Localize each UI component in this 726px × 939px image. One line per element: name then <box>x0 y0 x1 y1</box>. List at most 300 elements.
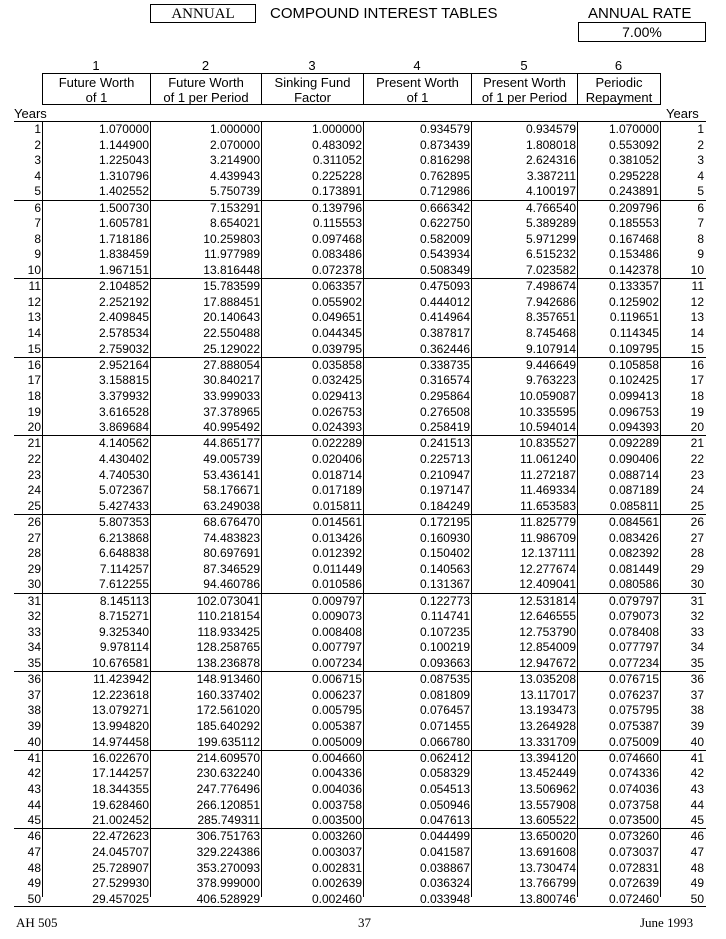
year-cell: 10 <box>27 262 41 277</box>
year-cell-right: 26 <box>690 514 704 529</box>
year-cell-right: 10 <box>690 262 704 277</box>
present-worth-per-period-cell: 12.753790 <box>519 624 576 639</box>
future-worth-per-period-cell: 8.654021 <box>209 216 260 231</box>
table-row <box>14 499 706 515</box>
table-row <box>14 232 706 248</box>
year-cell-right: 31 <box>690 593 704 608</box>
future-worth-per-period-cell: 80.697691 <box>203 546 260 561</box>
year-cell-right: 35 <box>690 655 704 670</box>
present-worth-cell: 0.816298 <box>419 153 470 168</box>
periodic-repayment-cell: 0.133357 <box>608 279 659 294</box>
year-cell: 11 <box>28 279 41 294</box>
table-row <box>14 279 706 295</box>
column-header-line: Present Worth <box>483 75 566 90</box>
year-cell: 20 <box>27 420 41 435</box>
table-row <box>14 577 706 593</box>
periodic-repayment-cell: 0.073260 <box>608 829 659 844</box>
future-worth-per-period-cell: 33.999033 <box>203 388 260 403</box>
present-worth-per-period-cell: 13.506962 <box>519 781 576 796</box>
future-worth-cell: 2.104852 <box>98 279 149 294</box>
table-row <box>14 782 706 798</box>
future-worth-cell: 5.427433 <box>98 498 149 513</box>
future-worth-cell: 6.648838 <box>98 546 149 561</box>
present-worth-per-period-cell: 7.942686 <box>525 294 576 309</box>
periodic-repayment-cell: 0.073500 <box>608 813 659 828</box>
periodic-repayment-cell: 0.109795 <box>608 341 659 356</box>
sinking-fund-cell: 0.003758 <box>311 797 362 812</box>
column-header-line: Repayment <box>585 90 653 105</box>
present-worth-per-period-cell: 13.557908 <box>519 797 576 812</box>
sinking-fund-cell: 0.014561 <box>311 514 362 529</box>
year-cell: 49 <box>27 876 41 891</box>
future-worth-cell: 3.158815 <box>98 373 149 388</box>
future-worth-per-period-cell: 406.528929 <box>196 891 260 906</box>
year-cell-right: 8 <box>697 231 704 246</box>
year-cell-right: 25 <box>690 498 704 513</box>
present-worth-cell: 0.062412 <box>419 750 470 765</box>
row-group <box>14 357 706 436</box>
year-cell-right: 38 <box>690 703 704 718</box>
year-cell-right: 37 <box>690 687 704 702</box>
table-row <box>14 310 706 326</box>
future-worth-per-period-cell: 118.933425 <box>197 624 260 639</box>
future-worth-per-period-cell: 15.783599 <box>203 279 260 294</box>
sinking-fund-cell: 0.035858 <box>311 357 362 372</box>
future-worth-per-period-cell: 13.816448 <box>203 262 260 277</box>
year-cell: 38 <box>27 703 41 718</box>
sinking-fund-cell: 0.097468 <box>311 231 362 246</box>
periodic-repayment-cell: 0.102425 <box>608 373 659 388</box>
table-row <box>14 672 706 688</box>
sinking-fund-cell: 0.006237 <box>311 687 362 702</box>
present-worth-cell: 0.338735 <box>419 357 470 372</box>
future-worth-cell: 22.472623 <box>92 829 149 844</box>
future-worth-cell: 12.223618 <box>92 687 149 702</box>
present-worth-cell: 0.107235 <box>419 624 470 639</box>
present-worth-per-period-cell: 7.023582 <box>525 262 576 277</box>
periodic-repayment-cell: 0.114345 <box>609 325 659 340</box>
future-worth-per-period-cell: 247.776496 <box>196 781 260 796</box>
sinking-fund-cell: 0.015811 <box>312 498 362 513</box>
table-row <box>14 153 706 169</box>
present-worth-per-period-cell: 13.605522 <box>519 813 576 828</box>
periodic-repayment-cell: 0.243891 <box>608 184 659 199</box>
year-cell-right: 40 <box>690 734 704 749</box>
column-header-line: Factor <box>294 90 331 105</box>
future-worth-per-period-cell: 40.995492 <box>203 420 260 435</box>
year-cell-right: 16 <box>690 357 704 372</box>
future-worth-cell: 10.676581 <box>92 655 149 670</box>
future-worth-cell: 19.628460 <box>92 797 149 812</box>
year-cell-right: 13 <box>690 310 704 325</box>
present-worth-per-period-cell: 8.745468 <box>525 325 576 340</box>
table-row <box>14 594 706 610</box>
future-worth-cell: 1.500730 <box>98 200 149 215</box>
present-worth-per-period-cell: 11.469334 <box>520 483 576 498</box>
future-worth-per-period-cell: 110.218154 <box>197 609 260 624</box>
column-header-line: Future Worth <box>58 75 135 90</box>
year-cell-right: 18 <box>690 388 704 403</box>
table-row <box>14 688 706 704</box>
present-worth-per-period-cell: 11.061240 <box>520 451 576 466</box>
periodic-repayment-cell: 0.074660 <box>608 750 659 765</box>
present-worth-cell: 0.582009 <box>419 231 470 246</box>
present-worth-per-period-cell: 8.357651 <box>525 310 576 325</box>
year-cell-right: 43 <box>690 781 704 796</box>
year-cell-right: 50 <box>690 891 704 906</box>
year-cell: 45 <box>27 813 41 828</box>
column-header-line: Future Worth <box>168 75 244 90</box>
present-worth-per-period-cell: 13.035208 <box>519 672 576 687</box>
periodic-repayment-cell: 0.075387 <box>608 718 659 733</box>
future-worth-cell: 29.457025 <box>92 891 149 906</box>
periodic-repayment-cell: 0.076237 <box>608 687 659 702</box>
sinking-fund-cell: 1.000000 <box>311 122 362 136</box>
present-worth-per-period-cell: 0.934579 <box>525 122 576 136</box>
table-row <box>14 295 706 311</box>
sinking-fund-cell: 0.018714 <box>311 467 362 482</box>
sinking-fund-cell: 0.483092 <box>311 137 362 152</box>
future-worth-cell: 1.402552 <box>98 184 149 199</box>
sinking-fund-cell: 0.020406 <box>311 451 362 466</box>
year-cell-right: 30 <box>690 577 704 592</box>
future-worth-cell: 7.114257 <box>99 561 149 576</box>
periodic-repayment-cell: 0.295228 <box>608 168 659 183</box>
footer-page-number: 37 <box>358 915 371 930</box>
table-row <box>14 703 706 719</box>
year-cell-right: 21 <box>690 436 704 451</box>
future-worth-per-period-cell: 11.977989 <box>204 247 260 262</box>
periodic-repayment-cell: 0.075795 <box>608 703 659 718</box>
year-cell-right: 15 <box>690 341 704 356</box>
present-worth-per-period-cell: 13.331709 <box>519 734 576 749</box>
future-worth-cell: 13.079271 <box>92 703 149 718</box>
future-worth-per-period-cell: 353.270093 <box>196 860 260 875</box>
present-worth-cell: 0.414964 <box>419 310 470 325</box>
table-row <box>14 184 706 200</box>
year-cell-right: 20 <box>690 420 704 435</box>
sinking-fund-cell: 0.004660 <box>311 750 362 765</box>
sinking-fund-cell: 0.002460 <box>311 891 362 906</box>
table-row <box>14 389 706 405</box>
year-cell-right: 6 <box>697 200 704 215</box>
year-cell: 46 <box>27 829 41 844</box>
future-worth-cell: 4.140562 <box>98 436 149 451</box>
table-row <box>14 326 706 342</box>
row-group <box>14 514 706 593</box>
table-row <box>14 892 706 908</box>
sinking-fund-cell: 0.115553 <box>312 216 362 231</box>
future-worth-per-period-cell: 172.561020 <box>196 703 260 718</box>
future-worth-cell: 1.225043 <box>98 153 149 168</box>
year-cell-right: 33 <box>690 624 704 639</box>
sinking-fund-cell: 0.006715 <box>311 672 362 687</box>
present-worth-cell: 0.362446 <box>419 341 470 356</box>
sinking-fund-cell: 0.039795 <box>311 341 362 356</box>
periodic-repayment-cell: 0.153486 <box>608 247 659 262</box>
future-worth-cell: 24.045707 <box>92 844 149 859</box>
periodic-repayment-cell: 0.185553 <box>608 216 659 231</box>
sinking-fund-cell: 0.017189 <box>311 483 362 498</box>
year-cell: 12 <box>27 294 41 309</box>
year-cell: 8 <box>34 231 41 246</box>
future-worth-per-period-cell: 329.224386 <box>196 844 260 859</box>
sinking-fund-cell: 0.007797 <box>311 640 362 655</box>
year-cell: 4 <box>34 168 41 183</box>
sinking-fund-cell: 0.007234 <box>311 655 362 670</box>
sinking-fund-cell: 0.002831 <box>311 860 362 875</box>
row-group <box>14 828 706 907</box>
periodic-repayment-cell: 0.209796 <box>608 200 659 215</box>
future-worth-per-period-cell: 63.249038 <box>203 498 260 513</box>
table-row <box>14 531 706 547</box>
interest-table <box>14 121 706 907</box>
present-worth-per-period-cell: 11.825779 <box>520 514 576 529</box>
year-cell-right: 41 <box>690 750 704 765</box>
periodic-repayment-cell: 0.553092 <box>608 137 659 152</box>
year-cell: 2 <box>34 137 41 152</box>
periodic-repayment-cell: 0.090406 <box>608 451 659 466</box>
year-cell-right: 7 <box>697 216 704 231</box>
future-worth-cell: 11.423942 <box>93 672 149 687</box>
future-worth-cell: 14.974458 <box>92 734 149 749</box>
year-cell: 34 <box>27 640 41 655</box>
future-worth-cell: 4.740530 <box>98 467 149 482</box>
future-worth-per-period-cell: 148.913460 <box>196 672 260 687</box>
year-cell: 24 <box>27 483 41 498</box>
year-cell: 28 <box>27 546 41 561</box>
year-cell: 33 <box>27 624 41 639</box>
table-row <box>14 845 706 861</box>
column-header-line: Present Worth <box>376 75 459 90</box>
row-group <box>14 593 706 672</box>
annual-rate-label: ANNUAL RATE <box>588 5 692 22</box>
present-worth-cell: 0.066780 <box>419 734 470 749</box>
future-worth-per-period-cell: 25.129022 <box>203 341 260 356</box>
year-cell-right: 17 <box>690 373 704 388</box>
present-worth-cell: 0.622750 <box>419 216 470 231</box>
periodic-repayment-cell: 0.084561 <box>608 514 659 529</box>
periodic-repayment-cell: 0.142378 <box>608 262 659 277</box>
present-worth-per-period-cell: 13.766799 <box>519 876 576 891</box>
year-cell: 22 <box>27 451 41 466</box>
sinking-fund-cell: 0.072378 <box>311 262 362 277</box>
footer-date: June 1993 <box>640 915 694 930</box>
year-cell: 23 <box>27 467 41 482</box>
table-row <box>14 625 706 641</box>
future-worth-per-period-cell: 30.840217 <box>203 373 260 388</box>
table-row <box>14 247 706 263</box>
future-worth-cell: 5.807353 <box>98 514 149 529</box>
year-cell: 30 <box>27 577 41 592</box>
present-worth-cell: 0.387817 <box>419 325 470 340</box>
future-worth-cell: 2.409845 <box>98 310 149 325</box>
present-worth-per-period-cell: 10.059087 <box>519 388 576 403</box>
future-worth-per-period-cell: 285.749311 <box>197 813 260 828</box>
table-row <box>14 138 706 154</box>
column-header-future-worth <box>42 73 151 105</box>
future-worth-cell: 17.144257 <box>92 766 149 781</box>
sinking-fund-cell: 0.004036 <box>311 781 362 796</box>
present-worth-cell: 0.131367 <box>419 577 470 592</box>
present-worth-per-period-cell: 13.117017 <box>520 687 576 702</box>
year-cell: 9 <box>34 247 41 262</box>
sinking-fund-cell: 0.004336 <box>311 766 362 781</box>
year-cell-right: 47 <box>690 844 704 859</box>
row-group <box>14 121 706 200</box>
periodic-repayment-cell: 0.073037 <box>608 844 659 859</box>
sinking-fund-cell: 0.005387 <box>311 718 362 733</box>
column-header-sinking-fund <box>261 73 364 105</box>
year-cell: 7 <box>34 216 41 231</box>
year-cell-right: 4 <box>697 168 704 183</box>
column-number-2: 2 <box>201 58 210 73</box>
present-worth-cell: 0.508349 <box>419 262 470 277</box>
present-worth-cell: 0.276508 <box>419 404 470 419</box>
year-cell: 13 <box>27 310 41 325</box>
present-worth-per-period-cell: 13.730474 <box>519 860 576 875</box>
present-worth-cell: 0.762895 <box>419 168 470 183</box>
future-worth-per-period-cell: 53.436141 <box>203 467 260 482</box>
present-worth-cell: 0.076457 <box>419 703 470 718</box>
sinking-fund-cell: 0.311052 <box>312 153 362 168</box>
footer-document-id: AH 505 <box>16 915 58 930</box>
year-cell: 43 <box>27 781 41 796</box>
present-worth-cell: 0.184249 <box>419 498 470 513</box>
present-worth-per-period-cell: 6.515232 <box>525 247 576 262</box>
periodic-repayment-cell: 0.079073 <box>608 609 659 624</box>
future-worth-cell: 1.605781 <box>98 216 149 231</box>
year-cell-right: 9 <box>697 247 704 262</box>
year-cell-right: 42 <box>690 766 704 781</box>
periodic-repayment-cell: 0.074036 <box>608 781 659 796</box>
future-worth-per-period-cell: 306.751763 <box>196 829 260 844</box>
periodic-repayment-cell: 0.072639 <box>608 876 659 891</box>
column-header-line: of 1 per Period <box>163 90 249 105</box>
present-worth-per-period-cell: 9.446649 <box>525 357 576 372</box>
present-worth-per-period-cell: 12.277674 <box>519 561 576 576</box>
future-worth-cell: 2.252192 <box>98 294 149 309</box>
future-worth-per-period-cell: 17.888451 <box>203 294 260 309</box>
sinking-fund-cell: 0.049651 <box>311 310 362 325</box>
future-worth-cell: 1.070000 <box>98 122 149 136</box>
future-worth-cell: 1.838459 <box>98 247 149 262</box>
year-cell: 50 <box>27 891 41 906</box>
sinking-fund-cell: 0.003260 <box>311 829 362 844</box>
present-worth-per-period-cell: 10.335595 <box>519 404 576 419</box>
present-worth-cell: 0.114741 <box>420 609 470 624</box>
column-number-5: 5 <box>520 58 528 73</box>
year-cell-right: 39 <box>690 718 704 733</box>
table-row <box>14 373 706 389</box>
periodic-repayment-cell: 0.080586 <box>608 577 659 592</box>
present-worth-cell: 0.241513 <box>419 436 470 451</box>
sinking-fund-cell: 0.044345 <box>311 325 362 340</box>
present-worth-per-period-cell: 12.531814 <box>519 593 576 608</box>
column-header-line: of 1 <box>406 90 429 105</box>
present-worth-per-period-cell: 13.264928 <box>519 718 576 733</box>
periodic-repayment-cell: 0.167468 <box>608 231 659 246</box>
column-number-3: 3 <box>308 58 316 73</box>
year-cell: 15 <box>27 341 41 356</box>
periodic-repayment-cell: 0.078408 <box>608 624 659 639</box>
periodic-repayment-cell: 0.074336 <box>608 766 659 781</box>
row-group <box>14 750 706 829</box>
table-row <box>14 169 706 185</box>
future-worth-cell: 2.578534 <box>98 325 149 340</box>
present-worth-cell: 0.047613 <box>419 813 470 828</box>
page-title: COMPOUND INTEREST TABLES <box>270 5 498 22</box>
future-worth-per-period-cell: 10.259803 <box>203 231 260 246</box>
future-worth-per-period-cell: 22.550488 <box>203 325 260 340</box>
table-row <box>14 122 706 138</box>
table-row <box>14 766 706 782</box>
present-worth-per-period-cell: 13.193473 <box>519 703 576 718</box>
future-worth-cell: 3.869684 <box>98 420 149 435</box>
present-worth-cell: 0.036324 <box>419 876 470 891</box>
sinking-fund-cell: 0.225228 <box>311 168 362 183</box>
sinking-fund-cell: 0.009073 <box>311 609 362 624</box>
present-worth-per-period-cell: 4.766540 <box>525 200 576 215</box>
future-worth-cell: 2.952164 <box>98 357 149 372</box>
sinking-fund-cell: 0.029413 <box>311 388 362 403</box>
year-cell: 27 <box>27 530 41 545</box>
annual-rate-value: 7.00% <box>578 22 706 42</box>
future-worth-per-period-cell: 230.632240 <box>196 766 260 781</box>
future-worth-cell: 25.728907 <box>92 860 149 875</box>
future-worth-per-period-cell: 27.888054 <box>203 357 260 372</box>
periodic-repayment-cell: 0.105858 <box>608 357 659 372</box>
present-worth-cell: 0.033948 <box>419 891 470 906</box>
future-worth-cell: 9.978114 <box>99 640 149 655</box>
year-cell-right: 48 <box>690 860 704 875</box>
periodic-repayment-cell: 0.073758 <box>608 797 659 812</box>
table-row <box>14 876 706 892</box>
present-worth-cell: 0.475093 <box>419 279 470 294</box>
year-cell-right: 1 <box>697 122 704 136</box>
table-row <box>14 609 706 625</box>
year-cell: 21 <box>27 436 41 451</box>
year-cell-right: 49 <box>690 876 704 891</box>
present-worth-per-period-cell: 13.650020 <box>519 829 576 844</box>
present-worth-per-period-cell: 9.107914 <box>525 341 576 356</box>
present-worth-cell: 0.071455 <box>419 718 470 733</box>
periodic-repayment-cell: 0.072460 <box>608 891 659 906</box>
future-worth-cell: 9.325340 <box>98 624 149 639</box>
sinking-fund-cell: 0.011449 <box>312 561 362 576</box>
periodic-repayment-cell: 0.076715 <box>608 672 659 687</box>
periodic-repayment-cell: 0.094393 <box>608 420 659 435</box>
table-row <box>14 216 706 232</box>
present-worth-per-period-cell: 9.763223 <box>525 373 576 388</box>
year-cell: 19 <box>27 404 41 419</box>
periodic-repayment-cell: 0.088714 <box>608 467 659 482</box>
present-worth-per-period-cell: 12.646555 <box>519 609 576 624</box>
future-worth-per-period-cell: 7.153291 <box>209 200 260 215</box>
year-cell-right: 46 <box>690 829 704 844</box>
present-worth-cell: 0.934579 <box>419 122 470 136</box>
future-worth-per-period-cell: 266.120851 <box>196 797 260 812</box>
year-cell: 25 <box>27 498 41 513</box>
future-worth-per-period-cell: 1.000000 <box>209 122 260 136</box>
year-cell-right: 12 <box>690 294 704 309</box>
future-worth-cell: 5.072367 <box>98 483 149 498</box>
future-worth-per-period-cell: 5.750739 <box>209 184 260 199</box>
row-group <box>14 671 706 750</box>
table-row <box>14 405 706 421</box>
future-worth-per-period-cell: 2.070000 <box>209 137 260 152</box>
present-worth-cell: 0.225713 <box>419 451 470 466</box>
